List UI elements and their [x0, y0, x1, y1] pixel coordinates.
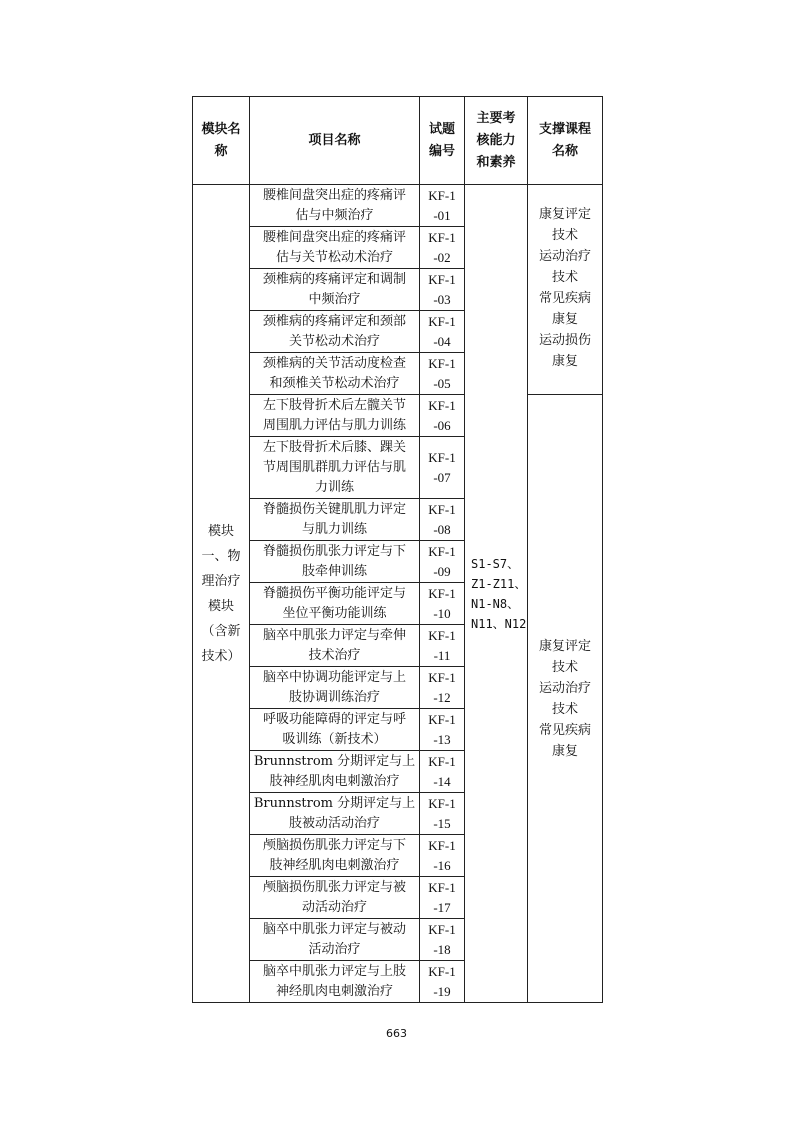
question-code-cell: KF-1 -04: [420, 311, 465, 353]
project-name-cell: 颅脑损伤肌张力评定与被 动活动治疗: [250, 877, 420, 919]
project-name-cell: 脑卒中协调功能评定与上 肢协调训练治疗: [250, 667, 420, 709]
question-code-cell: KF-1 -06: [420, 395, 465, 437]
project-name-cell: 脑卒中肌张力评定与上肢 神经肌肉电刺激治疗: [250, 961, 420, 1003]
question-code-cell: KF-1 -18: [420, 919, 465, 961]
project-name-cell: Brunnstrom 分期评定与上 肢神经肌肉电刺激治疗: [250, 751, 420, 793]
table-row: [193, 185, 603, 227]
question-code-cell: KF-1 -05: [420, 353, 465, 395]
project-name-cell: 脊髓损伤关键肌肌力评定 与肌力训练: [250, 499, 420, 541]
course-cell-group2: 康复评定 技术 运动治疗 技术 常见疾病 康复: [528, 395, 603, 1003]
question-code-cell: KF-1 -12: [420, 667, 465, 709]
table-row: [193, 395, 603, 437]
header-course: 支撑课程 名称: [528, 97, 603, 185]
project-name-cell: 呼吸功能障碍的评定与呼 吸训练（新技术）: [250, 709, 420, 751]
header-ability: 主要考 核能力 和素养: [465, 97, 528, 185]
project-name-cell: 左下肢骨折术后左髋关节 周围肌力评估与肌力训练: [250, 395, 420, 437]
question-code-cell: KF-1 -08: [420, 499, 465, 541]
project-name-cell: 腰椎间盘突出症的疼痛评 估与中频治疗: [250, 185, 420, 227]
question-code-cell: KF-1 -15: [420, 793, 465, 835]
project-name-cell: 脊髓损伤平衡功能评定与 坐位平衡功能训练: [250, 583, 420, 625]
question-code-cell: KF-1 -10: [420, 583, 465, 625]
project-name-cell: 颈椎病的疼痛评定和调制 中频治疗: [250, 269, 420, 311]
question-code-cell: KF-1 -17: [420, 877, 465, 919]
question-code-cell: KF-1 -03: [420, 269, 465, 311]
project-name-cell: 脑卒中肌张力评定与被动 活动治疗: [250, 919, 420, 961]
question-code-cell: KF-1 -19: [420, 961, 465, 1003]
project-name-cell: 颈椎病的疼痛评定和颈部 关节松动术治疗: [250, 311, 420, 353]
question-code-cell: KF-1 -16: [420, 835, 465, 877]
question-code-cell: KF-1 -13: [420, 709, 465, 751]
assessment-table: [192, 96, 603, 1003]
project-name-cell: 左下肢骨折术后膝、踝关 节周围肌群肌力评估与肌 力训练: [250, 437, 420, 499]
ability-codes-cell: S1-S7、 Z1-Z11、 N1-N8、 N11、N12: [465, 185, 528, 1003]
project-name-cell: 颅脑损伤肌张力评定与下 肢神经肌肉电刺激治疗: [250, 835, 420, 877]
question-code-cell: KF-1 -07: [420, 437, 465, 499]
project-name-cell: Brunnstrom 分期评定与上 肢被动活动治疗: [250, 793, 420, 835]
question-code-cell: KF-1 -11: [420, 625, 465, 667]
module-name-cell: 模块 一、物 理治疗 模块 （含新 技术）: [193, 185, 250, 1003]
page-number: 663: [386, 1027, 407, 1040]
table-body: [193, 185, 603, 1003]
table-header-row: [193, 97, 603, 185]
header-module: 模块名 称: [193, 97, 250, 185]
question-code-cell: KF-1 -09: [420, 541, 465, 583]
question-code-cell: KF-1 -14: [420, 751, 465, 793]
header-project: 项目名称: [250, 97, 420, 185]
project-name-cell: 腰椎间盘突出症的疼痛评 估与关节松动术治疗: [250, 227, 420, 269]
course-cell-group1: 康复评定 技术 运动治疗 技术 常见疾病 康复 运动损伤 康复: [528, 185, 603, 395]
header-code: 试题 编号: [420, 97, 465, 185]
question-code-cell: KF-1 -02: [420, 227, 465, 269]
project-name-cell: 脑卒中肌张力评定与牵伸 技术治疗: [250, 625, 420, 667]
project-name-cell: 颈椎病的关节活动度检查 和颈椎关节松动术治疗: [250, 353, 420, 395]
question-code-cell: KF-1 -01: [420, 185, 465, 227]
project-name-cell: 脊髓损伤肌张力评定与下 肢牵伸训练: [250, 541, 420, 583]
